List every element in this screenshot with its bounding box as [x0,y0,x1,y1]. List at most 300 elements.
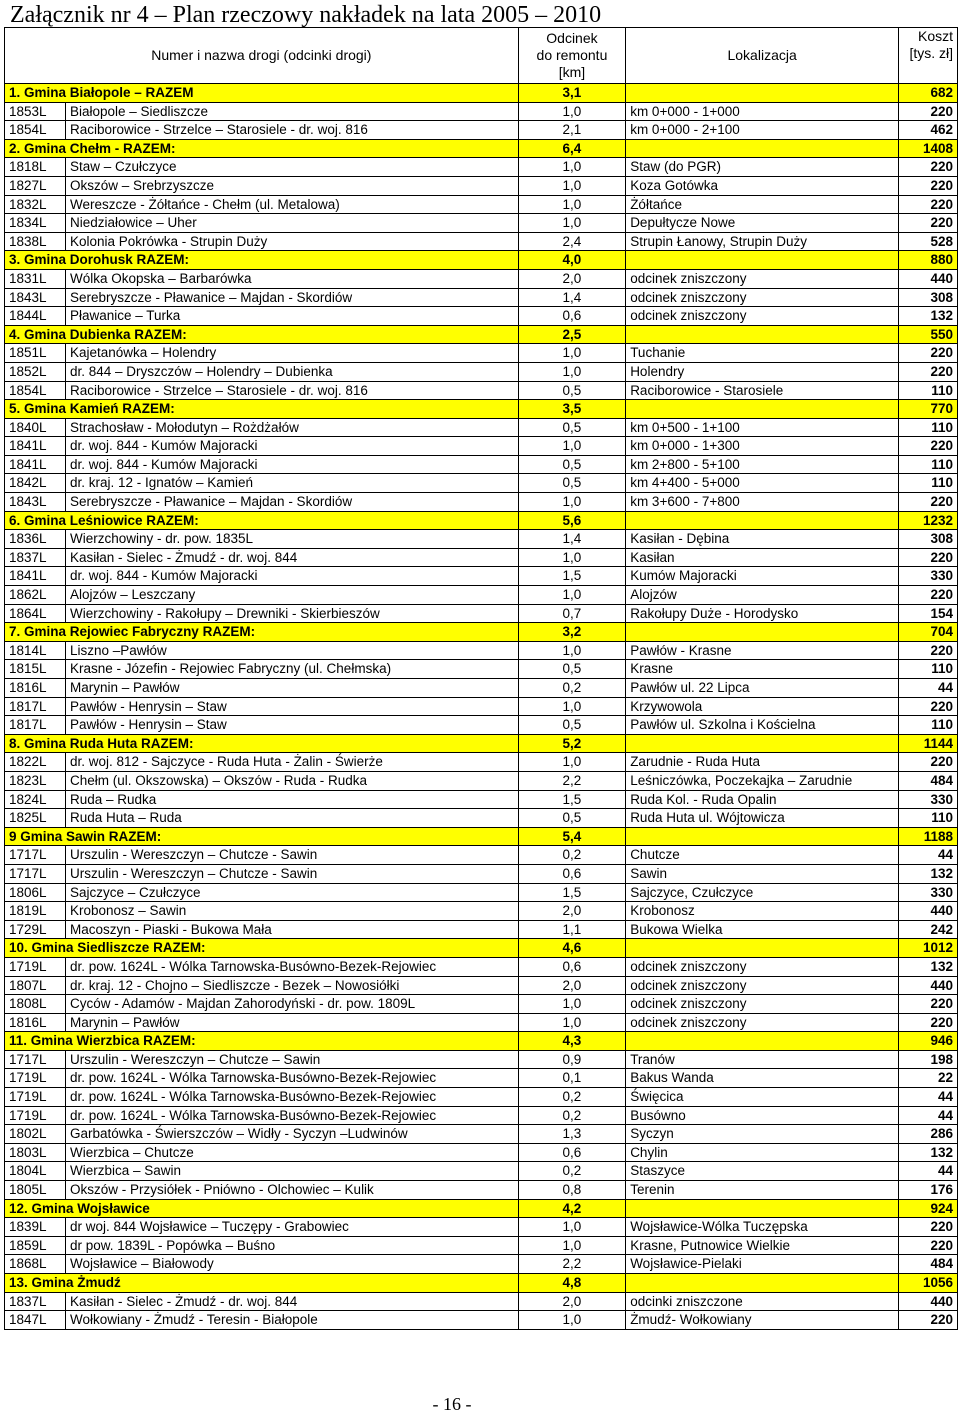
road-cost: 220 [899,493,958,512]
road-length: 2,0 [518,1292,625,1311]
group-name: 8. Gmina Ruda Huta RAZEM: [5,734,519,753]
group-location [626,400,899,419]
road-cost: 154 [899,604,958,623]
road-name: Urszulin - Wereszczyn – Chutcze - Sawin [65,846,518,865]
group-location [626,1199,899,1218]
road-location: odcinek zniszczony [626,995,899,1014]
road-name: dr. 844 – Dryszczów – Holendry – Dubienka [65,362,518,381]
road-name: Urszulin - Wereszczyn – Chutcze – Sawin [65,1050,518,1069]
road-location: Zarudnie - Ruda Huta [626,753,899,772]
road-length: 2,2 [518,771,625,790]
table-row [5,1181,958,1200]
road-plan-table [4,27,958,1330]
table-row [5,902,958,921]
road-location: Krasne [626,660,899,679]
road-length: 0,2 [518,846,625,865]
road-cost: 110 [899,455,958,474]
road-length: 0,5 [518,418,625,437]
group-name: 9 Gmina Sawin RAZEM: [5,827,519,846]
road-name: Niedziałowice – Uher [65,214,518,233]
road-cost: 132 [899,957,958,976]
road-cost: 132 [899,1143,958,1162]
road-name: Wojsławice – Białowody [65,1255,518,1274]
table-row [5,288,958,307]
road-cost: 44 [899,679,958,698]
road-location: odcinek zniszczony [626,957,899,976]
road-code: 1864L [5,604,66,623]
road-length: 1,0 [518,1311,625,1330]
road-cost: 484 [899,771,958,790]
road-cost: 132 [899,307,958,326]
group-length: 5,4 [518,827,625,846]
group-name: 1. Gmina Białopole – RAZEM [5,84,519,103]
group-cost: 1144 [899,734,958,753]
road-code: 1853L [5,102,66,121]
road-cost: 176 [899,1181,958,1200]
group-row [5,84,958,103]
table-row [5,1292,958,1311]
table-row [5,437,958,456]
road-cost: 110 [899,381,958,400]
table-row [5,344,958,363]
road-code: 1816L [5,679,66,698]
group-name: 11. Gmina Wierzbica RAZEM: [5,1032,519,1051]
table-row [5,660,958,679]
group-name: 13. Gmina Żmudź [5,1274,519,1293]
road-location: odcinek zniszczony [626,307,899,326]
road-code: 1815L [5,660,66,679]
road-location: Syczyn [626,1125,899,1144]
road-name: Raciborowice - Strzelce – Starosiele - dr. woj. 816 [65,121,518,140]
road-name: Garbatówka - Świerszczów – Widły - Syczyn –Ludwinów [65,1125,518,1144]
road-name: Liszno –Pawłów [65,641,518,660]
group-length: 4,6 [518,939,625,958]
road-code: 1859L [5,1236,66,1255]
road-cost: 220 [899,995,958,1014]
road-code: 1808L [5,995,66,1014]
road-length: 2,4 [518,232,625,251]
road-name: Serebryszcze - Pławanice – Majdan - Skordiów [65,493,518,512]
road-cost: 308 [899,530,958,549]
road-cost: 484 [899,1255,958,1274]
road-name: dr. kraj. 12 - Chojno – Siedliszcze - Bezek – Nowosiółki [65,976,518,995]
group-name: 5. Gmina Kamień RAZEM: [5,400,519,419]
table-row [5,548,958,567]
road-length: 1,5 [518,567,625,586]
road-code: 1862L [5,586,66,605]
road-name: Wierzbica – Sawin [65,1162,518,1181]
road-cost: 220 [899,641,958,660]
group-row [5,1274,958,1293]
road-length: 2,1 [518,121,625,140]
table-row [5,1088,958,1107]
group-name: 12. Gmina Wojsławice [5,1199,519,1218]
road-name: Białopole – Siedliszcze [65,102,518,121]
road-cost: 330 [899,883,958,902]
road-length: 0,5 [518,455,625,474]
road-name: Serebryszcze - Pławanice – Majdan - Skordiów [65,288,518,307]
road-location: Krzywowola [626,697,899,716]
road-location: odcinek zniszczony [626,288,899,307]
road-length: 2,0 [518,269,625,288]
header-length [518,28,625,84]
table-row [5,679,958,698]
road-name: dr. pow. 1624L - Wólka Tarnowska-Busówno-Bezek-Rejowiec [65,957,518,976]
road-name: Wierzbica – Chutcze [65,1143,518,1162]
table-body [5,84,958,1330]
road-code: 1729L [5,920,66,939]
road-length: 1,3 [518,1125,625,1144]
table-row [5,790,958,809]
road-code: 1831L [5,269,66,288]
road-code: 1838L [5,232,66,251]
road-cost: 440 [899,976,958,995]
group-location [626,939,899,958]
group-row [5,734,958,753]
road-location: odcinki zniszczone [626,1292,899,1311]
road-length: 1,0 [518,1236,625,1255]
road-length: 1,0 [518,995,625,1014]
road-code: 1834L [5,214,66,233]
table-row [5,1106,958,1125]
road-cost: 220 [899,1218,958,1237]
road-location: odcinek zniszczony [626,1013,899,1032]
road-cost: 110 [899,716,958,735]
group-cost: 704 [899,623,958,642]
group-location [626,1274,899,1293]
table-row [5,604,958,623]
road-name: Krasne - Józefin - Rejowiec Fabryczny (ul. Chełmska) [65,660,518,679]
group-cost: 946 [899,1032,958,1051]
road-name: Marynin – Pawłów [65,1013,518,1032]
road-location: Ruda Huta ul. Wójtowicza [626,809,899,828]
group-cost: 1232 [899,511,958,530]
road-length: 1,0 [518,697,625,716]
group-row [5,827,958,846]
road-location: Wojsławice-Pielaki [626,1255,899,1274]
road-name: dr woj. 844 Wojsławice – Tuczępy - Grabowiec [65,1218,518,1237]
table-row [5,195,958,214]
table-row [5,530,958,549]
road-code: 1719L [5,1106,66,1125]
table-row [5,158,958,177]
road-length: 0,5 [518,716,625,735]
road-cost: 110 [899,660,958,679]
road-length: 0,6 [518,957,625,976]
table-row [5,1013,958,1032]
group-location [626,827,899,846]
road-cost: 220 [899,548,958,567]
road-name: Kasiłan - Sielec - Żmudź - dr. woj. 844 [65,1292,518,1311]
road-cost: 110 [899,474,958,493]
group-row [5,1199,958,1218]
road-cost: 220 [899,1311,958,1330]
road-location: Sajczyce, Czułczyce [626,883,899,902]
road-location: Chylin [626,1143,899,1162]
road-name: Ruda – Rudka [65,790,518,809]
road-code: 1804L [5,1162,66,1181]
road-cost: 308 [899,288,958,307]
table-row [5,883,958,902]
road-name: Macoszyn - Piaski - Bukowa Mała [65,920,518,939]
road-code: 1817L [5,716,66,735]
road-location: Holendry [626,362,899,381]
road-code: 1719L [5,957,66,976]
road-length: 1,0 [518,753,625,772]
road-location: Chutcze [626,846,899,865]
road-name: dr. pow. 1624L - Wólka Tarnowska-Busówno-Bezek-Rejowiec [65,1069,518,1088]
table-row [5,976,958,995]
group-length: 4,8 [518,1274,625,1293]
road-length: 1,0 [518,195,625,214]
document-title: Załącznik nr 4 – Plan rzeczowy nakładek na lata 2005 – 2010 [10,2,602,28]
group-length: 2,5 [518,325,625,344]
road-length: 1,0 [518,641,625,660]
table-row [5,846,958,865]
road-location: km 4+400 - 5+000 [626,474,899,493]
header-length-line3: [km] [558,64,586,80]
road-cost: 220 [899,697,958,716]
road-name: Chełm (ul. Okszowska) – Okszów - Ruda - Rudka [65,771,518,790]
road-name: Wólka Okopska – Barbarówka [65,269,518,288]
road-length: 1,0 [518,102,625,121]
group-row [5,1032,958,1051]
road-name: Strachosław - Mołodutyn – Rożdżałów [65,418,518,437]
road-length: 0,2 [518,1162,625,1181]
road-name: dr. pow. 1624L - Wólka Tarnowska-Busówno-Bezek-Rejowiec [65,1088,518,1107]
table-header-row [5,28,958,84]
road-location: Terenin [626,1181,899,1200]
group-cost: 682 [899,84,958,103]
road-code: 1842L [5,474,66,493]
road-code: 1843L [5,288,66,307]
road-name: dr pow. 1839L - Popówka – Buśno [65,1236,518,1255]
table-row [5,362,958,381]
road-location: km 0+000 - 1+000 [626,102,899,121]
road-code: 1847L [5,1311,66,1330]
road-cost: 440 [899,269,958,288]
road-length: 0,5 [518,809,625,828]
road-location: km 0+000 - 2+100 [626,121,899,140]
group-row [5,139,958,158]
table-row [5,1236,958,1255]
road-code: 1819L [5,902,66,921]
table-row [5,1162,958,1181]
header-cost-line2: [tys. zł] [909,45,953,61]
road-length: 1,5 [518,790,625,809]
road-code: 1805L [5,1181,66,1200]
road-length: 1,0 [518,158,625,177]
road-cost: 198 [899,1050,958,1069]
road-name: Alojzów – Leszczany [65,586,518,605]
road-location: Strupin Łanowy, Strupin Duży [626,232,899,251]
road-code: 1818L [5,158,66,177]
road-length: 0,6 [518,307,625,326]
road-cost: 132 [899,864,958,883]
road-code: 1843L [5,493,66,512]
road-length: 0,2 [518,679,625,698]
road-code: 1807L [5,976,66,995]
road-name: Okszów - Przysiółek - Pniówno - Olchowiec – Kulik [65,1181,518,1200]
road-code: 1814L [5,641,66,660]
group-row [5,400,958,419]
header-length-line2: do remontu [536,47,608,63]
road-location: Leśniczówka, Poczekajka – Zarudnie [626,771,899,790]
road-code: 1719L [5,1069,66,1088]
road-cost: 220 [899,1013,958,1032]
road-location: odcinek zniszczony [626,976,899,995]
header-road-name: Numer i nazwa drogi (odcinki drogi) [5,28,519,84]
road-cost: 220 [899,176,958,195]
road-name: Kasiłan - Sielec - Żmudź - dr. woj. 844 [65,548,518,567]
road-cost: 44 [899,846,958,865]
table-row [5,957,958,976]
road-code: 1854L [5,121,66,140]
table-row [5,176,958,195]
road-cost: 44 [899,1106,958,1125]
group-length: 4,0 [518,251,625,270]
table-row [5,455,958,474]
road-location: odcinek zniszczony [626,269,899,288]
group-name: 3. Gmina Dorohusk RAZEM: [5,251,519,270]
table-row [5,1143,958,1162]
road-location: km 0+000 - 1+300 [626,437,899,456]
group-location [626,251,899,270]
group-row [5,325,958,344]
road-length: 2,0 [518,902,625,921]
table-row [5,493,958,512]
table-row [5,307,958,326]
table-row [5,102,958,121]
road-code: 1822L [5,753,66,772]
table-row [5,381,958,400]
road-cost: 220 [899,586,958,605]
group-location [626,511,899,530]
table-row [5,641,958,660]
road-length: 1,0 [518,1218,625,1237]
road-cost: 220 [899,102,958,121]
table-row [5,1050,958,1069]
road-location: Bakus Wanda [626,1069,899,1088]
road-code: 1816L [5,1013,66,1032]
table-row [5,567,958,586]
group-name: 10. Gmina Siedliszcze RAZEM: [5,939,519,958]
table-row [5,586,958,605]
road-location: km 3+600 - 7+800 [626,493,899,512]
group-cost: 1012 [899,939,958,958]
table-row [5,864,958,883]
road-code: 1839L [5,1218,66,1237]
road-length: 1,0 [518,493,625,512]
road-location: Staw (do PGR) [626,158,899,177]
road-code: 1837L [5,1292,66,1311]
group-cost: 924 [899,1199,958,1218]
road-length: 0,5 [518,660,625,679]
table-row [5,269,958,288]
table-row [5,232,958,251]
road-location: Koza Gotówka [626,176,899,195]
road-code: 1806L [5,883,66,902]
group-name: 2. Gmina Chełm - RAZEM: [5,139,519,158]
road-name: Cyców - Adamów - Majdan Zahorodyński - dr. pow. 1809L [65,995,518,1014]
header-cost-line1: Koszt [917,28,953,44]
road-cost: 44 [899,1088,958,1107]
road-length: 1,0 [518,1013,625,1032]
road-cost: 220 [899,1236,958,1255]
road-name: Pławanice – Turka [65,307,518,326]
road-location: Alojzów [626,586,899,605]
road-length: 1,0 [518,344,625,363]
road-name: Staw – Czułczyce [65,158,518,177]
table-row [5,1218,958,1237]
group-location [626,84,899,103]
road-name: Okszów – Srebrzyszcze [65,176,518,195]
group-location [626,734,899,753]
road-name: dr. pow. 1624L - Wólka Tarnowska-Busówno-Bezek-Rejowiec [65,1106,518,1125]
group-length: 4,3 [518,1032,625,1051]
road-name: Krobonosz – Sawin [65,902,518,921]
road-cost: 330 [899,567,958,586]
road-code: 1841L [5,455,66,474]
road-code: 1827L [5,176,66,195]
road-location: Rakołupy Duże - Horodysko [626,604,899,623]
road-code: 1817L [5,697,66,716]
road-code: 1840L [5,418,66,437]
road-location: Bukowa Wielka [626,920,899,939]
road-code: 1832L [5,195,66,214]
road-cost: 220 [899,214,958,233]
group-length: 4,2 [518,1199,625,1218]
group-cost: 770 [899,400,958,419]
road-code: 1868L [5,1255,66,1274]
table-row [5,214,958,233]
road-length: 0,7 [518,604,625,623]
road-location: Sawin [626,864,899,883]
table-row [5,753,958,772]
road-length: 0,8 [518,1181,625,1200]
road-code: 1841L [5,437,66,456]
group-name: 7. Gmina Rejowiec Fabryczny RAZEM: [5,623,519,642]
road-location: Raciborowice - Starosiele [626,381,899,400]
road-location: Wojsławice-Wólka Tuczępska [626,1218,899,1237]
road-cost: 220 [899,362,958,381]
road-code: 1802L [5,1125,66,1144]
road-cost: 330 [899,790,958,809]
road-length: 0,9 [518,1050,625,1069]
road-location: km 0+500 - 1+100 [626,418,899,437]
road-location: Depułtycze Nowe [626,214,899,233]
road-length: 0,2 [518,1106,625,1125]
group-location [626,139,899,158]
road-cost: 286 [899,1125,958,1144]
road-location: Żmudź- Wołkowiany [626,1311,899,1330]
road-length: 1,0 [518,176,625,195]
table-row [5,809,958,828]
road-name: Pawłów - Henrysin – Staw [65,697,518,716]
group-row [5,511,958,530]
road-location: Pawłów ul. 22 Lipca [626,679,899,698]
table-row [5,1311,958,1330]
group-cost: 1056 [899,1274,958,1293]
road-name: dr. kraj. 12 - Ignatów – Kamień [65,474,518,493]
group-length: 3,1 [518,84,625,103]
table-row [5,121,958,140]
road-length: 0,1 [518,1069,625,1088]
road-name: Ruda Huta – Ruda [65,809,518,828]
group-length: 5,2 [518,734,625,753]
road-length: 1,0 [518,437,625,456]
road-location: Kumów Majoracki [626,567,899,586]
